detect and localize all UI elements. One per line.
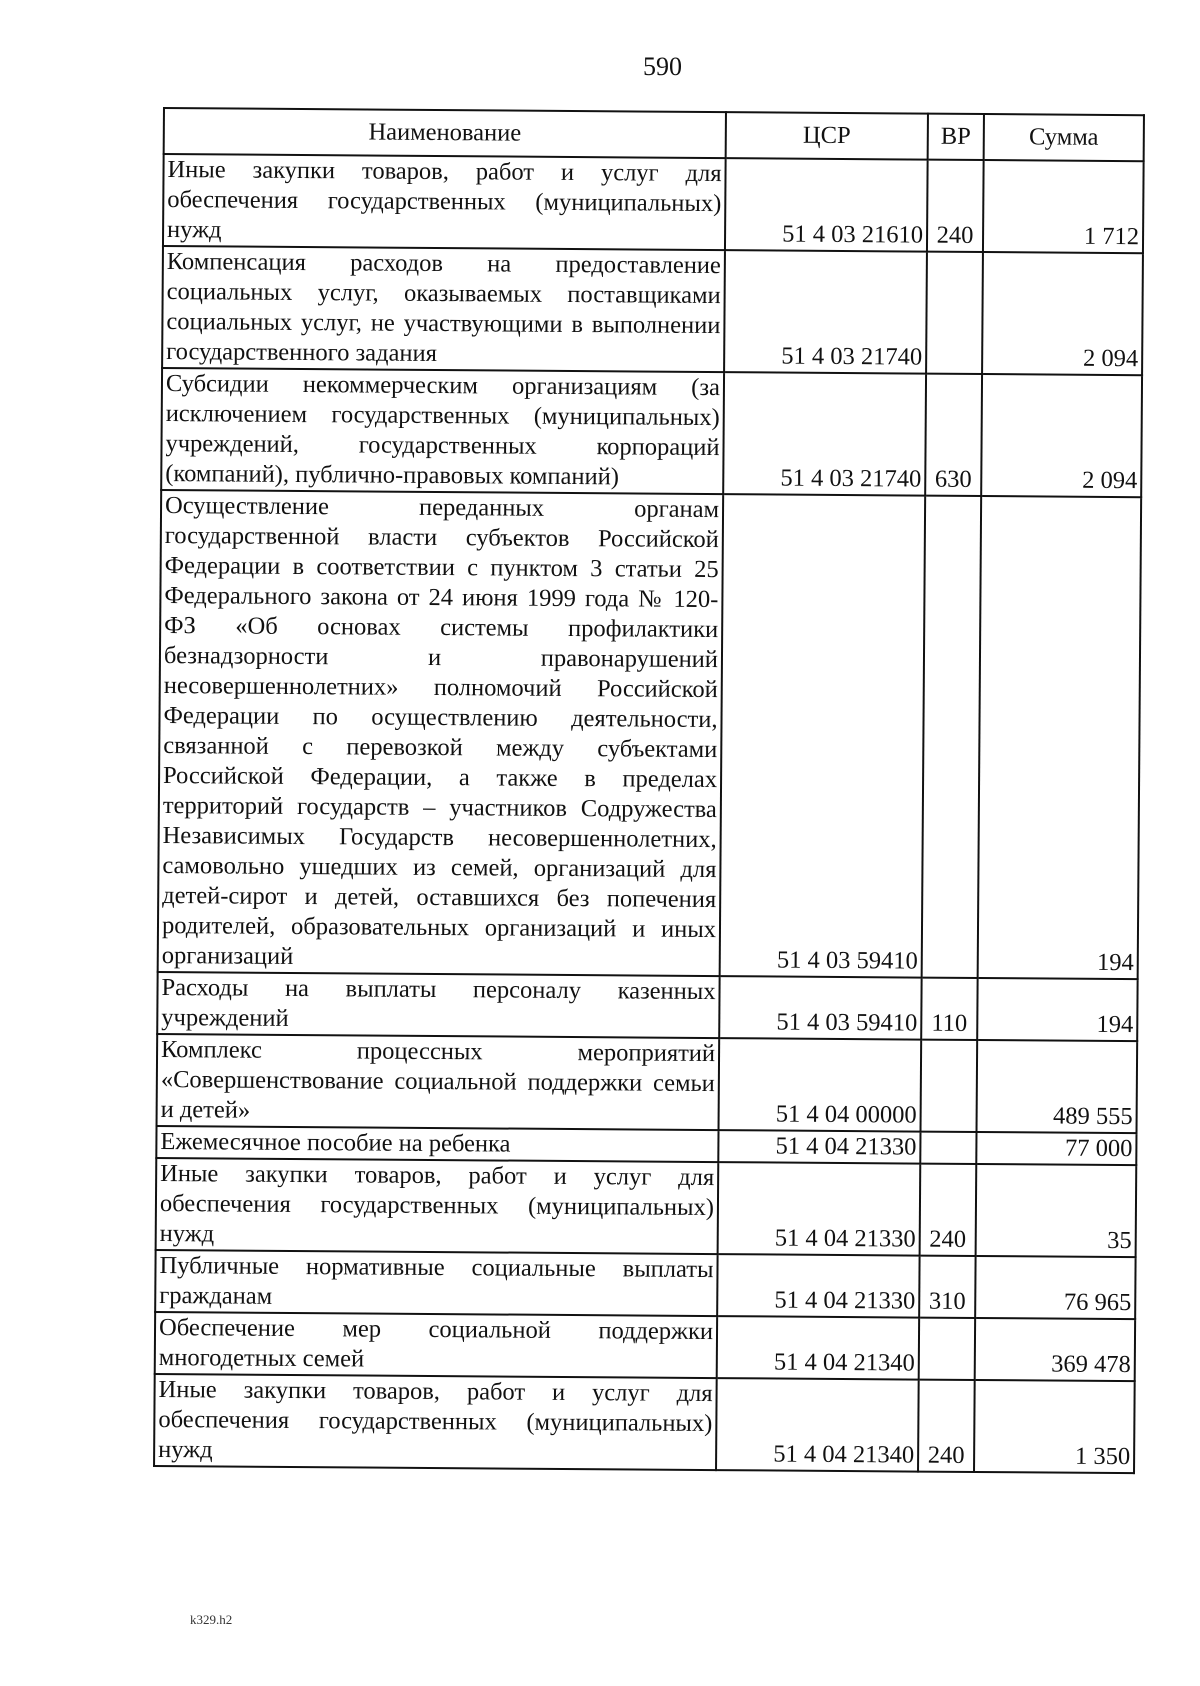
header-row (164, 108, 1144, 161)
table-row (163, 154, 1144, 253)
table-row (154, 1374, 1135, 1473)
header-sum: Сумма (984, 114, 1144, 161)
budget-table (153, 107, 1145, 1474)
header-vr: ВР (928, 114, 984, 160)
cell-name: Субсидии некоммерческим организациям (за исключением государственных (муниципальных) учреждений, государственных корпораций (компаний), публично-правовых компаний) (161, 368, 724, 494)
page-number: 590 (643, 52, 682, 81)
table-row (155, 1250, 1135, 1319)
cell-csr: 51 4 03 21740 (724, 250, 927, 373)
table-row (155, 1312, 1135, 1381)
cell-vr: 310 (919, 1256, 975, 1318)
table-header (164, 108, 1144, 161)
cell-csr: 51 4 04 21330 (718, 1130, 920, 1163)
table-row (161, 368, 1142, 497)
header-csr: ЦСР (726, 112, 928, 159)
cell-name: Ежемесячное пособие на ребенка (156, 1126, 718, 1162)
cell-vr: 240 (920, 1164, 977, 1256)
cell-vr: 110 (921, 978, 977, 1040)
cell-sum: 194 (978, 496, 1142, 979)
cell-sum: 1 350 (974, 1380, 1135, 1473)
cell-csr: 51 4 04 21340 (716, 1378, 919, 1471)
cell-name: Обеспечение мер социальной поддержки многодетных семей (155, 1312, 717, 1378)
cell-name: Иные закупки товаров, работ и услуг для обеспечения государственных (муниципальных) нужд (163, 154, 726, 250)
cell-sum: 76 965 (975, 1256, 1135, 1319)
cell-vr: 630 (925, 374, 982, 496)
cell-csr: 51 4 03 59410 (719, 976, 921, 1039)
cell-sum: 77 000 (976, 1132, 1136, 1165)
table-row (157, 972, 1137, 1041)
cell-csr: 51 4 04 21330 (717, 1254, 919, 1317)
cell-vr (922, 496, 982, 978)
footer-code: k329.h2 (190, 1612, 233, 1627)
cell-csr: 51 4 03 21610 (725, 158, 928, 251)
cell-vr (920, 1132, 976, 1164)
table-row (156, 1158, 1137, 1257)
cell-sum: 2 094 (982, 252, 1143, 375)
cell-name: Расходы на выплаты персоналу казенных учреждений (157, 972, 719, 1038)
cell-vr (919, 1318, 975, 1380)
cell-vr (921, 1040, 978, 1132)
cell-sum: 194 (977, 978, 1137, 1041)
table-body (154, 154, 1144, 1473)
cell-sum: 35 (976, 1164, 1137, 1257)
table-row (157, 1034, 1138, 1133)
table-row (162, 246, 1143, 375)
header-name: Наименование (164, 108, 726, 158)
cell-csr: 51 4 04 21340 (717, 1316, 919, 1379)
cell-sum: 1 712 (983, 160, 1144, 253)
cell-sum: 489 555 (977, 1040, 1138, 1133)
cell-name: Комплекс процессных мероприятий «Совершенствование социальной поддержки семьи и детей» (157, 1034, 720, 1130)
cell-csr: 51 4 04 21330 (718, 1162, 921, 1255)
cell-vr: 240 (927, 160, 984, 252)
cell-csr: 51 4 04 00000 (719, 1038, 922, 1131)
cell-name: Компенсация расходов на предоставление социальных услуг, оказываемых поставщиками социальных услуг, не участвующими в выполнении государственного задания (162, 246, 725, 372)
cell-name: Осуществление переданных органам государственной власти субъектов Российской Федерации в соответствии с пунктом 3 статьи 25 Федерального закона от 24 июня 1999 года № 120-ФЗ «Об основах системы профилактики безнадзорности и правонарушений несовершеннолетних» полномочий Российской Федерации по осуществлению деятельности, связанной с перевозкой между субъектами Российской Федерации, а также в пределах территорий государств – участников Содружества Независимых Государств несовершеннолетних, самовольно ушедших из семей, организаций для детей-сирот и детей, оставшихся без попечения родителей, образовательных организаций и иных организаций (158, 490, 724, 976)
cell-sum: 2 094 (981, 374, 1142, 497)
cell-csr: 51 4 03 21740 (723, 372, 926, 495)
cell-name: Иные закупки товаров, работ и услуг для обеспечения государственных (муниципальных) нужд (156, 1158, 719, 1254)
cell-name: Публичные нормативные социальные выплаты гражданам (155, 1250, 717, 1316)
cell-csr: 51 4 03 59410 (720, 494, 926, 977)
table-row (158, 490, 1142, 979)
cell-vr: 240 (918, 1380, 975, 1472)
cell-name: Иные закупки товаров, работ и услуг для обеспечения государственных (муниципальных) нужд (154, 1374, 717, 1470)
cell-vr (926, 252, 983, 374)
cell-sum: 369 478 (975, 1318, 1135, 1381)
